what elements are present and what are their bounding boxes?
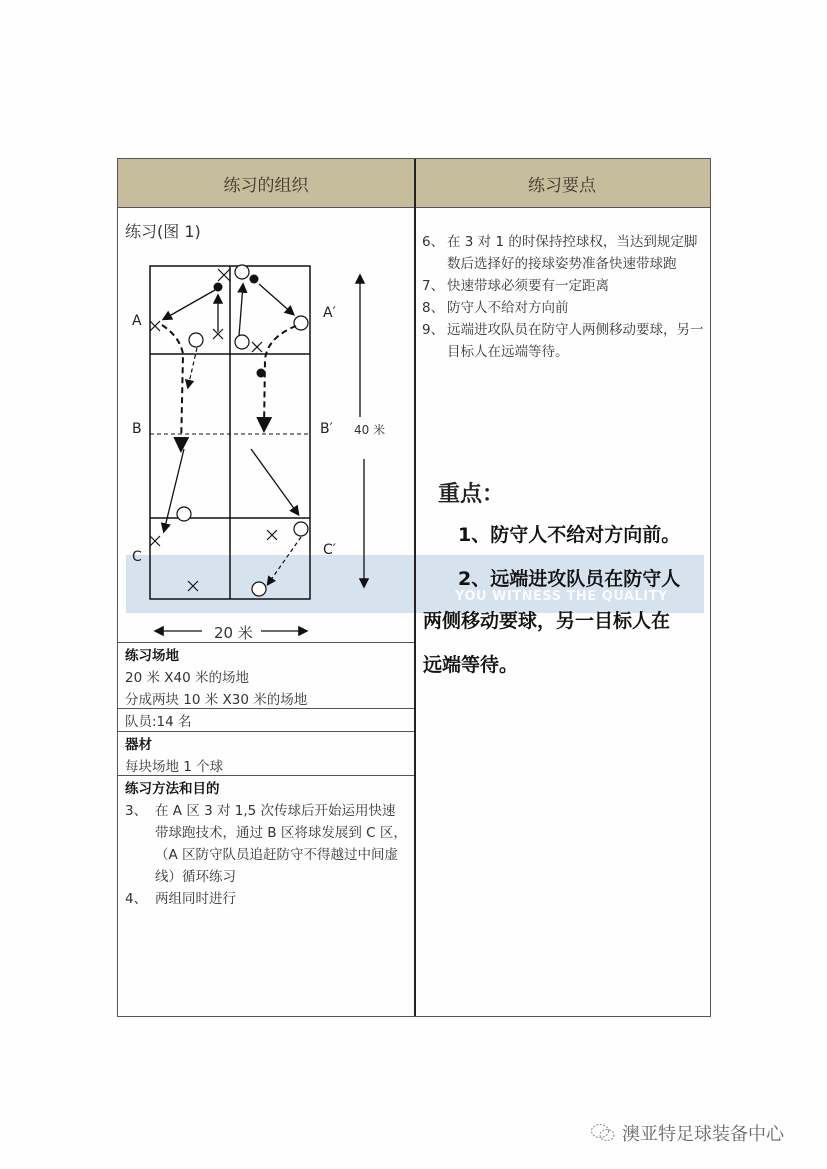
item-number: 9、 [422, 322, 445, 338]
field-heading: 练习场地 [125, 648, 179, 664]
diagram-title: 练习(图 1) [125, 222, 201, 241]
drill-table [117, 158, 711, 1017]
column-divider [414, 159, 416, 1016]
item-text: 防守人不给对方向前 [447, 300, 569, 316]
item-text: 在 3 对 1 的时保持控球权，当达到规定脚数后选择好的接球姿势准备快速带球跑 [447, 234, 698, 272]
zone-label-a: A [132, 313, 142, 329]
watermark-text: YOU WITNESS THE QUALITY [455, 589, 668, 604]
section-equipment [118, 731, 414, 775]
players-count: 队员:14 名 [125, 714, 192, 730]
zone-label-b: B [132, 421, 142, 437]
key-points-list [422, 231, 708, 363]
method-heading: 练习方法和目的 [125, 781, 220, 797]
item-text: 在 A 区 3 对 1,5 次传球后开始运用快速带球跑技术，通过 B 区将球发展到 C 区，（A 区防守队员追赶防守不得越过中间虚线）循环练习 [155, 803, 407, 885]
zone-label-b-prime: B′ [320, 421, 333, 437]
attacker-o [177, 265, 308, 596]
section-players [118, 708, 414, 731]
section-field [118, 642, 414, 708]
list-item [422, 297, 708, 319]
item-number: 7、 [422, 278, 445, 294]
key-focus-2c: 远端等待。 [423, 654, 519, 676]
key-focus-2a: 2、远端进攻队员在防守人 [458, 568, 681, 590]
list-item [422, 231, 708, 275]
item-text: 远端进攻队员在防守人两侧移动要球，另一目标人在远端等待。 [447, 322, 704, 360]
field-line-2: 分成两块 10 米 X30 米的场地 [125, 692, 308, 708]
key-focus-1: 1、防守人不给对方向前。 [458, 524, 681, 546]
defender-x [150, 269, 277, 591]
list-item [125, 888, 407, 910]
brand-name: 澳亚特足球装备中心 [622, 1124, 784, 1145]
zone-label-c: C [132, 549, 142, 565]
equipment-heading: 器材 [125, 737, 152, 753]
item-text: 两组同时进行 [155, 891, 236, 907]
key-focus-2b: 两侧移动要球，另一目标人在 [423, 610, 671, 632]
zone-label-c-prime: C′ [323, 542, 336, 558]
method-list [125, 800, 407, 910]
section-method [118, 775, 414, 1015]
field-diagram [118, 159, 414, 649]
length-label: 40 米 [354, 423, 386, 437]
list-item [422, 319, 708, 363]
item-text: 快速带球必须要有一定距离 [447, 278, 609, 294]
header-organization: 练习的组织 [223, 175, 309, 196]
list-item [125, 800, 407, 888]
field-line-1: 20 米 X40 米的场地 [125, 670, 249, 686]
item-number: 8、 [422, 300, 445, 316]
zone-label-a-prime: A′ [323, 305, 336, 321]
footer-brand [590, 1120, 784, 1146]
wechat-icon [590, 1123, 616, 1143]
width-label: 20 米 [214, 624, 253, 642]
equipment-line: 每块场地 1 个球 [125, 759, 224, 775]
item-number: 3、 [125, 803, 148, 819]
key-focus-title: 重点： [438, 482, 505, 507]
list-item [422, 275, 708, 297]
header-key-points: 练习要点 [528, 175, 596, 196]
item-number: 6、 [422, 234, 445, 250]
item-number: 4、 [125, 891, 148, 907]
